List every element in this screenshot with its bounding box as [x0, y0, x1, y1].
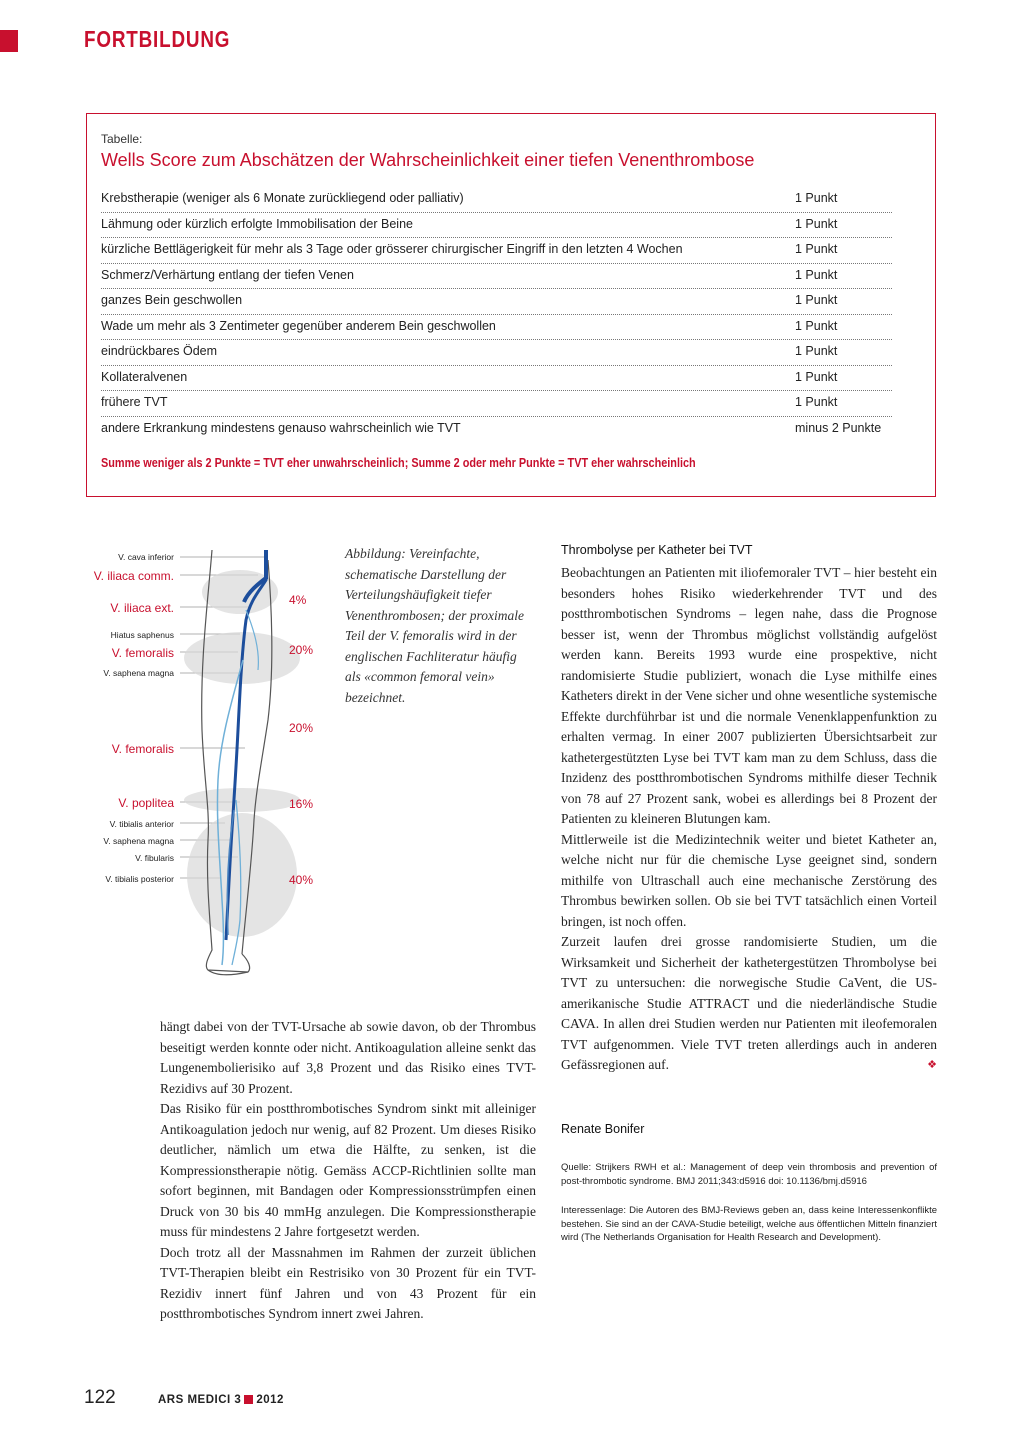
label-femoralis-2: V. femoralis	[111, 742, 174, 756]
conflict-note: Interessenlage: Die Autoren des BMJ-Reviews geben an, dass keine Interessenkonflikte bestehen. Sie sind an der CAVA-Studie beteiligt, welche aus öffentlichen Mitteln finanziert wird (The Netherlands Organisation for Health Research and Development).	[561, 1205, 937, 1243]
percent-femoralis-proximal: 20%	[289, 643, 314, 657]
criterion: kürzliche Bettlägerigkeit für mehr als 3 Tage oder grösserer chirurgischer Eingriff in den letzten 4 Wochen	[101, 242, 683, 256]
leg-vein-diagram	[150, 540, 330, 990]
paragraph: hängt dabei von der TVT-Ursache ab sowie davon, ob der Thrombus beseitigt werden konnte oder nicht. Antikoagulation alleine senkt das Lungenembolierisiko auf 3,8 Prozent und das Risiko eines TVT-Rezidivs auf 30 Prozent.	[160, 1019, 536, 1096]
label-iliaca-comm: V. iliaca comm.	[93, 569, 174, 583]
separator-square-icon	[244, 1395, 253, 1404]
table-row	[101, 213, 892, 239]
table-caption: Tabelle:	[101, 132, 143, 146]
label-poplitea: V. poplitea	[118, 796, 174, 810]
paragraph: Das Risiko für ein postthrombotisches Syndrom sinkt mit alleiniger Antikoagulation jedoch nur wenig, auf 82 Prozent. Um dieses Risiko deutlicher, nämlich um etwa die Hälfte, zu senken, ist die Kompressionstherapie nötig. Gemäss ACCP-Richtlinien sollte man sofort beginnen, mit Bandagen oder Kompressionsstrümpfen einen Druck von 30 bis 40 mmHg anzulegen. Die Kompressionstherapie muss für mindestens 2 Jahre fortgesetzt werden.	[160, 1101, 536, 1239]
points: 1 Punkt	[795, 395, 838, 409]
paragraph-text: Zurzeit laufen drei grosse randomisierte Studien, um die Wirksamkeit und Sicherheit der kathetergestützen Thrombolyse bei TVT zu untersuchen: die norwegische Studie CaVent, die US-amerikanische Studie ATTRACT und die niederländische Studie CAVA. In allen drei Studien werden nur Patienten mit ileofemoralen TVT aufgenommen. Viele TVT treten allerdings auch in anderen Gefässregionen auf.	[561, 934, 937, 1072]
table-row	[101, 340, 892, 366]
criterion: Lähmung oder kürzlich erfolgte Immobilisation der Beine	[101, 216, 413, 231]
table-row	[101, 391, 892, 417]
table-summary: Summe weniger als 2 Punkte = TVT eher unwahrscheinlich; Summe 2 oder mehr Punkte = TVT eher wahrscheinlich	[101, 456, 696, 470]
percent-femoralis: 20%	[289, 721, 314, 735]
journal-info	[158, 1394, 284, 1406]
risk-zones	[184, 570, 300, 937]
percent-calf: 40%	[289, 873, 314, 887]
points: 1 Punkt	[795, 293, 838, 307]
end-mark-icon: ❖	[927, 1059, 937, 1071]
percent-poplitea: 16%	[289, 797, 314, 811]
criterion: Krebstherapie (weniger als 6 Monate zurückliegend oder palliativ)	[101, 191, 464, 205]
label-cava-inferior: V. cava inferior	[118, 552, 174, 562]
table-row	[101, 238, 892, 264]
right-column	[561, 563, 937, 1076]
paragraph: Mittlerweile ist die Medizintechnik weiter und bietet Katheter an, welche nicht nur für die chemische Lyse geeignet sind, sondern mithilfe von Ultraschall auch eine mechanische Zerstörung des Thrombus bewirken sollen. Ob sie bei TVT tatsächlich einen Vorteil bringen, ist noch offen.	[561, 831, 937, 929]
criterion: ganzes Bein geschwollen	[101, 293, 243, 307]
points: 1 Punkt	[795, 344, 838, 358]
paragraph	[561, 932, 937, 1076]
criterion: Kollateralvenen	[101, 369, 188, 384]
percent-iliaca: 4%	[289, 593, 307, 607]
points: 1 Punkt	[795, 216, 838, 231]
criterion: andere Erkrankung mindestens genauso wahrscheinlich wie TVT	[101, 420, 461, 435]
table-row	[101, 417, 892, 443]
author: Renate Bonifer	[561, 1122, 645, 1136]
paragraph: Doch trotz all der Massnahmen im Rahmen der zurzeit üblichen TVT-Therapien bleibt ein Restrisiko von 30 Prozent für ein TVT-Rezidiv innert fünf Jahren und von 43 Prozent für ein postthrombotisches Syndrom innert zwei Jahren.	[160, 1244, 536, 1321]
label-hiatus-saphenus: Hiatus saphenus	[110, 630, 174, 640]
label-saphena-magna-1: V. saphena magna	[103, 668, 174, 678]
label-tibialis-posterior: V. tibialis posterior	[105, 874, 174, 884]
label-fibularis: V. fibularis	[135, 853, 174, 863]
table-row	[101, 315, 892, 341]
label-tibialis-anterior: V. tibialis anterior	[109, 819, 174, 829]
table-row	[101, 289, 892, 315]
wells-score-table	[101, 187, 892, 442]
criterion: eindrückbares Ödem	[101, 344, 218, 358]
table-row	[101, 187, 892, 213]
table-row	[101, 366, 892, 392]
section-heading: Thrombolyse per Katheter bei TVT	[561, 543, 753, 557]
points: minus 2 Punkte	[795, 420, 882, 435]
label-saphena-magna-2: V. saphena magna	[103, 836, 174, 846]
criterion: frühere TVT	[101, 395, 168, 409]
points: 1 Punkt	[795, 242, 838, 256]
points: 1 Punkt	[795, 267, 838, 282]
section-title: FORTBILDUNG	[84, 26, 231, 52]
criterion: Schmerz/Verhärtung entlang der tiefen Venen	[101, 267, 354, 282]
journal-year: 2012	[256, 1394, 284, 1406]
table-title: Wells Score zum Abschätzen der Wahrscheinlichkeit einer tiefen Venenthrombose	[101, 150, 755, 170]
label-iliaca-ext: V. iliaca ext.	[110, 601, 174, 615]
points: 1 Punkt	[795, 369, 838, 384]
points: 1 Punkt	[795, 191, 838, 205]
paragraph: Beobachtungen an Patienten mit iliofemoraler TVT – hier besteht ein besonders hohes Risiko wiederkehrender TVT und des postthrombotischen Syndroms – legen nahe, dass die Prognose besser ist, wenn der Thrombus möglichst vollständig aufgelöst werden kann. Bereits 1993 wurde eine prospektive, nicht randomisierte Studie publiziert, wonach die Lyse mithilfe eines Katheters direkt in der Vene sicher und ohne wesentliche systemische Effekte durchführbar ist und die normale Venenklappenfunktion zu erhalten vermag. In einer 2007 publizierten Übersichtsarbeit zur kathetergestützten Lyse bei TVT kam man zu dem Schluss, dass die Inzidenz des postthrombotischen Syndroms mithilfe dieser Technik von 78 auf 27 Prozent sank, wobei es allerdings bei 8 Prozent der Patienten zu kleineren Blutungen kam.	[561, 565, 937, 826]
page-number: 122	[84, 1387, 116, 1408]
table-row	[101, 264, 892, 290]
section-marker	[0, 30, 18, 52]
label-femoralis-1: V. femoralis	[111, 646, 174, 660]
points: 1 Punkt	[795, 318, 838, 333]
figure-caption: Abbildung: Vereinfachte, schematische Darstellung der Verteilungshäufigkeit tiefer Venenthrombosen; der proximale Teil der V. femoralis wird in der englischen Fachliteratur häufig als «common femoral vein» bezeichnet.	[345, 546, 524, 705]
left-column	[160, 1017, 536, 1325]
criterion: Wade um mehr als 3 Zentimeter gegenüber anderem Bein geschwollen	[101, 318, 496, 333]
source-note: Quelle: Strijkers RWH et al.: Management of deep vein thrombosis and prevention of post-thrombotic syndrome. BMJ 2011;343:d5916 doi: 10.1136/bmj.d5916	[561, 1162, 937, 1187]
journal-name: ARS MEDICI 3	[158, 1394, 242, 1406]
